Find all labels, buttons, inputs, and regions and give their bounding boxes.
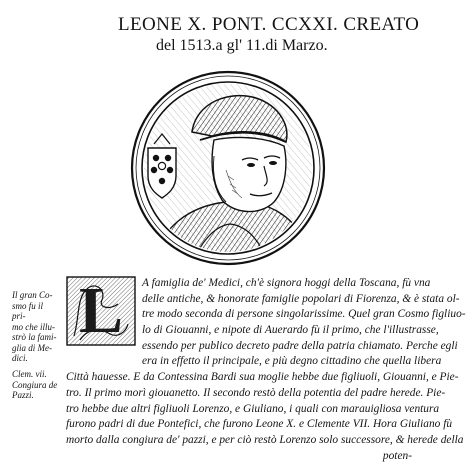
body-line: tro hebbe due altri figliuoli Lorenzo, e Giuliano, i quali con marauigliosa ventura bbox=[66, 402, 440, 415]
margin-note-line: strò la fami- bbox=[12, 332, 57, 342]
body-line: poten- bbox=[382, 449, 412, 462]
margin-note-cosmo bbox=[12, 290, 58, 364]
margin-note-line: mo che illu- bbox=[12, 321, 55, 332]
body-line: lo di Giouanni, e nipote di Auerardo fù il primo, che l'illustrasse, bbox=[142, 324, 439, 337]
body-line: A famiglia de' Medici, ch'è signora hoggi della Toscana, fù vna bbox=[142, 277, 431, 289]
body-line: essendo per publico decreto padre della patria chiamato. Perche egli bbox=[142, 339, 458, 352]
margin-note-line: dici. bbox=[12, 353, 28, 363]
body-line: era in effetto il principale, e più degno cittadino che quella libera bbox=[142, 355, 442, 368]
body-line: delle antiche, & honorate famiglie popolari di Fiorenza, & è stata ol- bbox=[142, 292, 460, 305]
page-title: LEONE X. PONT. CCXXI. CREATO bbox=[118, 14, 420, 35]
body-line: tro. Il primo morì giouanetto. Il secondo restò della potentia del padre herede. Pie- bbox=[66, 386, 446, 399]
initial-letter: L bbox=[78, 274, 124, 347]
body-line: tre modo seconda di persone singolarissime. Quel gran Cosmo figliuo- bbox=[142, 308, 466, 321]
margin-note-line: Congiura de bbox=[12, 379, 58, 390]
body-paragraph bbox=[66, 276, 466, 464]
page-subtitle: del 1513.a gl' 11.di Marzo. bbox=[156, 37, 328, 54]
body-line: furono padri di due Pontefici, che furono Leone X. e Clemente VII. Hora Giuliano fù bbox=[66, 418, 453, 431]
margin-note-line: Il gran Co- bbox=[12, 290, 53, 300]
pope-portrait-medallion bbox=[130, 66, 326, 270]
margin-note-line: glia di Me- bbox=[12, 342, 52, 353]
body-line: Città hauesse. E da Contessina Bardi sua moglie hebbe due figliuoli, Giouanni, e Pie- bbox=[66, 371, 459, 384]
margin-note-line: Clem. vii. bbox=[12, 369, 47, 379]
body-line: morto dalla congiura de' pazzi, e per ciò restò Lorenzo solo successore, & herede della bbox=[66, 433, 464, 446]
margin-note-line: smo fu il pri- bbox=[12, 300, 44, 321]
margin-note-line: Pazzi. bbox=[12, 390, 34, 400]
margin-note-pazzi bbox=[12, 369, 58, 401]
